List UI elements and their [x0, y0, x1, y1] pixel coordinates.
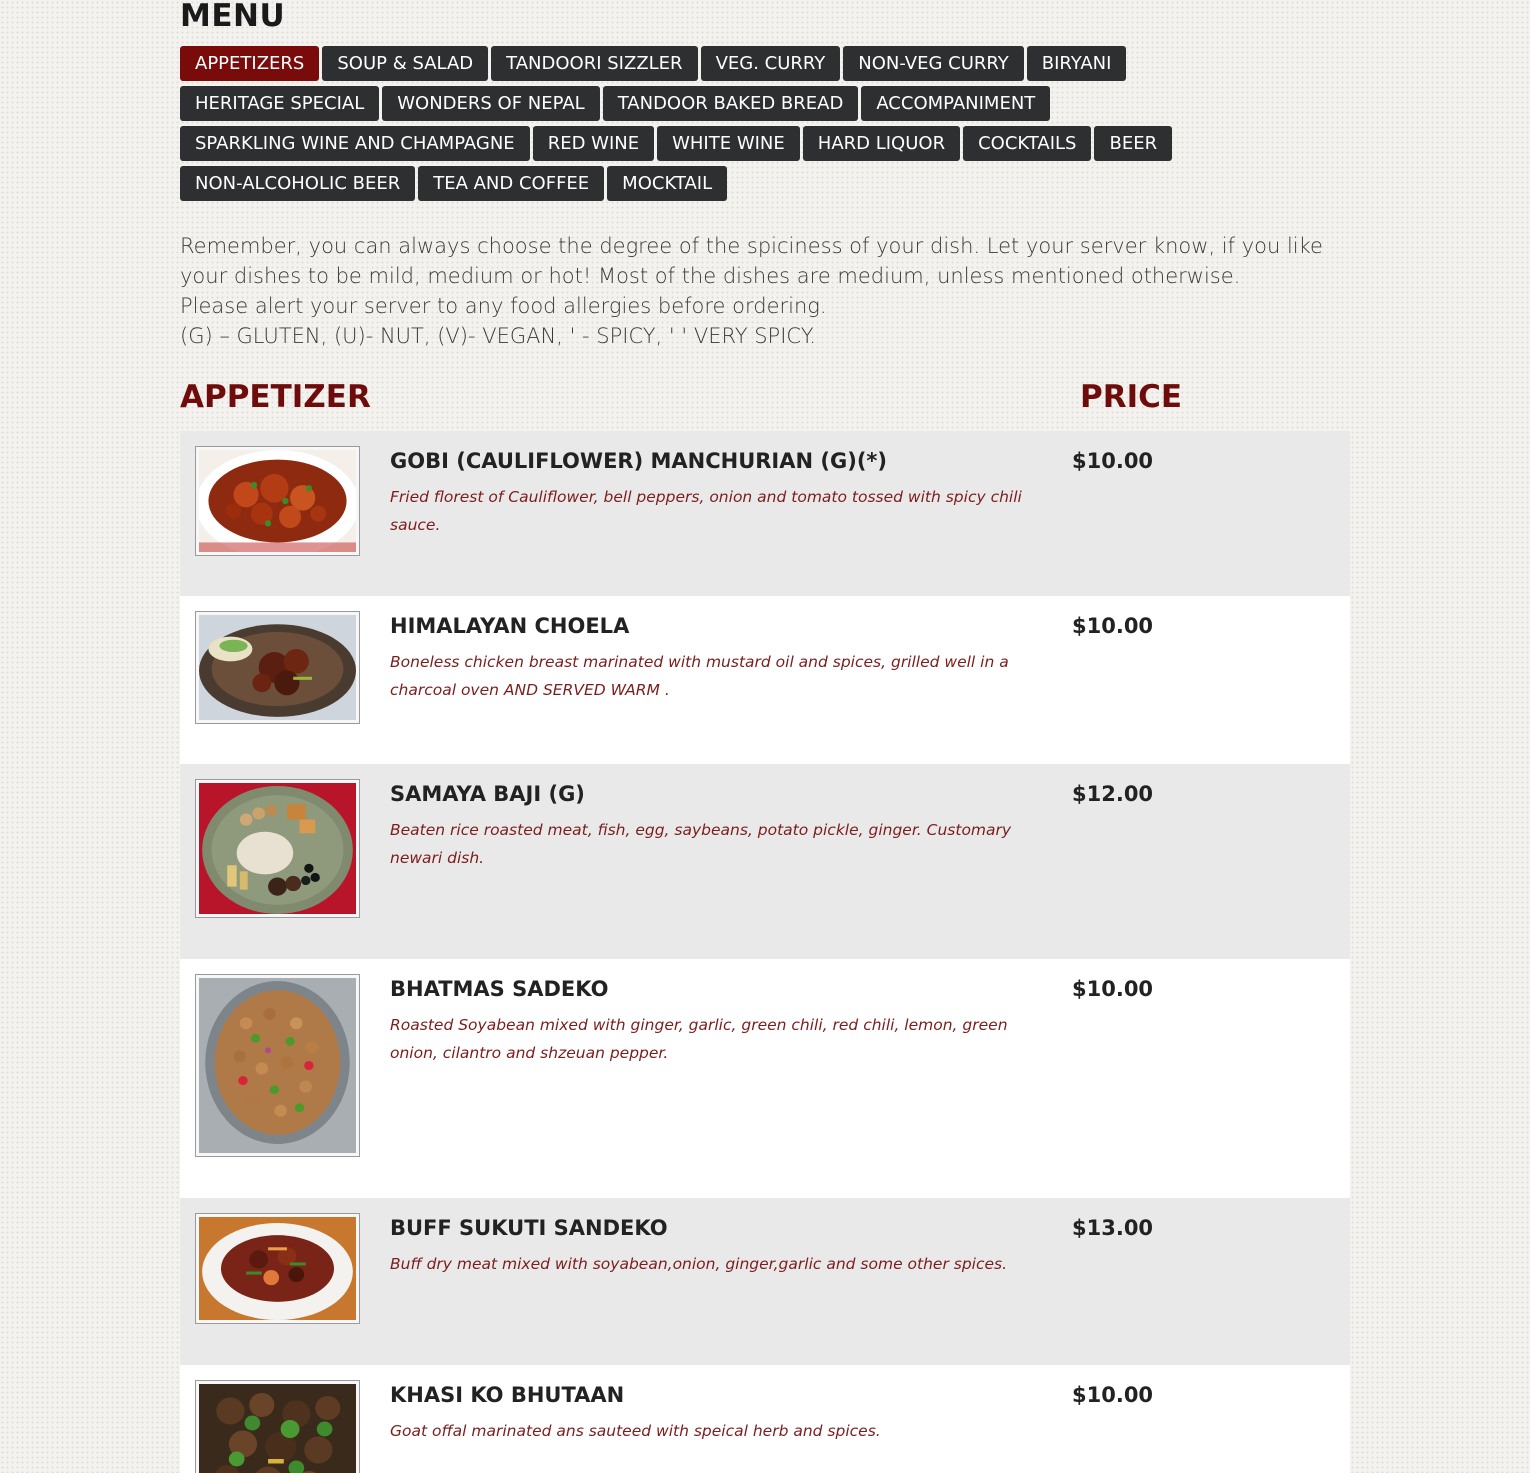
menu-item: [180, 431, 1350, 596]
dish-image[interactable]: [195, 446, 360, 556]
item-name: BUFF SUKUTI SANDEKO: [390, 1216, 668, 1240]
spiciness-notice: [180, 231, 1350, 351]
item-name: KHASI KO BHUTAAN: [390, 1383, 625, 1407]
tab-heritage-special[interactable]: HERITAGE SPECIAL: [180, 86, 379, 121]
tab-cocktails[interactable]: COCKTAILS: [963, 126, 1091, 161]
tab-accompaniment[interactable]: ACCOMPANIMENT: [861, 86, 1050, 121]
dish-image[interactable]: [195, 974, 360, 1157]
menu-item: [180, 959, 1350, 1198]
tab-red-wine[interactable]: RED WINE: [533, 126, 654, 161]
tab-tandoori-sizzler[interactable]: TANDOORI SIZZLER: [491, 46, 697, 81]
item-description: Goat offal marinated ans sauteed with speical herb and spices.: [390, 1422, 881, 1440]
dish-image[interactable]: [195, 779, 360, 918]
tab-beer[interactable]: BEER: [1094, 126, 1172, 161]
tab-soup-salad[interactable]: SOUP & SALAD: [322, 46, 488, 81]
tab-biryani[interactable]: BIRYANI: [1027, 46, 1127, 81]
category-tabs: [180, 46, 1350, 206]
tab-non-alcoholic-beer[interactable]: NON-ALCOHOLIC BEER: [180, 166, 415, 201]
tab-sparkling-wine[interactable]: SPARKLING WINE AND CHAMPAGNE: [180, 126, 530, 161]
tab-non-veg-curry[interactable]: NON-VEG CURRY: [843, 46, 1024, 81]
tab-row-1: [180, 46, 1350, 81]
item-price: $13.00: [1072, 1216, 1154, 1240]
item-price: $10.00: [1072, 1383, 1154, 1407]
item-price: $10.00: [1072, 977, 1154, 1001]
menu-item: [180, 1198, 1350, 1365]
item-name: HIMALAYAN CHOELA: [390, 614, 630, 638]
menu-title: MENU: [180, 0, 286, 34]
dish-image[interactable]: [195, 1380, 360, 1473]
item-description: Roasted Soyabean mixed with ginger, garlic, green chili, red chili, lemon, green onion, cilantro and shzeuan pepper.: [390, 1016, 1008, 1062]
item-price: $10.00: [1072, 614, 1154, 638]
menu-item: [180, 596, 1350, 764]
tab-row-3: [180, 126, 1350, 161]
item-description: Beaten rice roasted meat, fish, egg, saybeans, potato pickle, ginger. Customary newari dish.: [390, 821, 1012, 867]
tab-wonders-of-nepal[interactable]: WONDERS OF NEPAL: [382, 86, 599, 121]
legend-text: (G) – GLUTEN, (U)- NUT, (V)- VEGAN, ' - SPICY, ' ' VERY SPICY.: [180, 324, 816, 348]
tab-tandoor-baked-bread[interactable]: TANDOOR BAKED BREAD: [603, 86, 859, 121]
tab-hard-liquor[interactable]: HARD LIQUOR: [803, 126, 960, 161]
item-description: Buff dry meat mixed with soyabean,onion, ginger,garlic and some other spices.: [390, 1255, 1008, 1273]
menu-item: [180, 1365, 1350, 1473]
item-price: $10.00: [1072, 449, 1154, 473]
item-name: SAMAYA BAJI (G): [390, 782, 585, 806]
item-description: Fried florest of Cauliflower, bell peppers, onion and tomato tossed with spicy chili sauce.: [390, 488, 1022, 534]
menu-item: [180, 764, 1350, 959]
tab-white-wine[interactable]: WHITE WINE: [657, 126, 800, 161]
item-name: BHATMAS SADEKO: [390, 977, 609, 1001]
allergy-text: Please alert your server to any food allergies before ordering.: [180, 294, 827, 318]
tab-tea-and-coffee[interactable]: TEA AND COFFEE: [418, 166, 604, 201]
tab-row-2: [180, 86, 1350, 121]
item-name: GOBI (CAULIFLOWER) MANCHURIAN (G)(*): [390, 449, 887, 473]
section-title: APPETIZER: [180, 379, 371, 415]
menu-item-list: [180, 431, 1350, 1473]
tab-row-4: [180, 166, 1350, 201]
tab-appetizers[interactable]: APPETIZERS: [180, 46, 319, 81]
spiciness-text: Remember, you can always choose the degree of the spiciness of your dish. Let your server know, if you like your dishes to be mild, medium or hot! Most of the dishes are medium, unless mentioned otherwise.: [180, 234, 1323, 288]
dish-image[interactable]: [195, 611, 360, 724]
item-description: Boneless chicken breast marinated with mustard oil and spices, grilled well in a charcoal oven AND SERVED WARM .: [390, 653, 1009, 699]
price-column-header: PRICE: [1080, 379, 1183, 415]
tab-veg-curry[interactable]: VEG. CURRY: [701, 46, 841, 81]
tab-mocktail[interactable]: MOCKTAIL: [607, 166, 727, 201]
dish-image[interactable]: [195, 1213, 360, 1324]
item-price: $12.00: [1072, 782, 1154, 806]
